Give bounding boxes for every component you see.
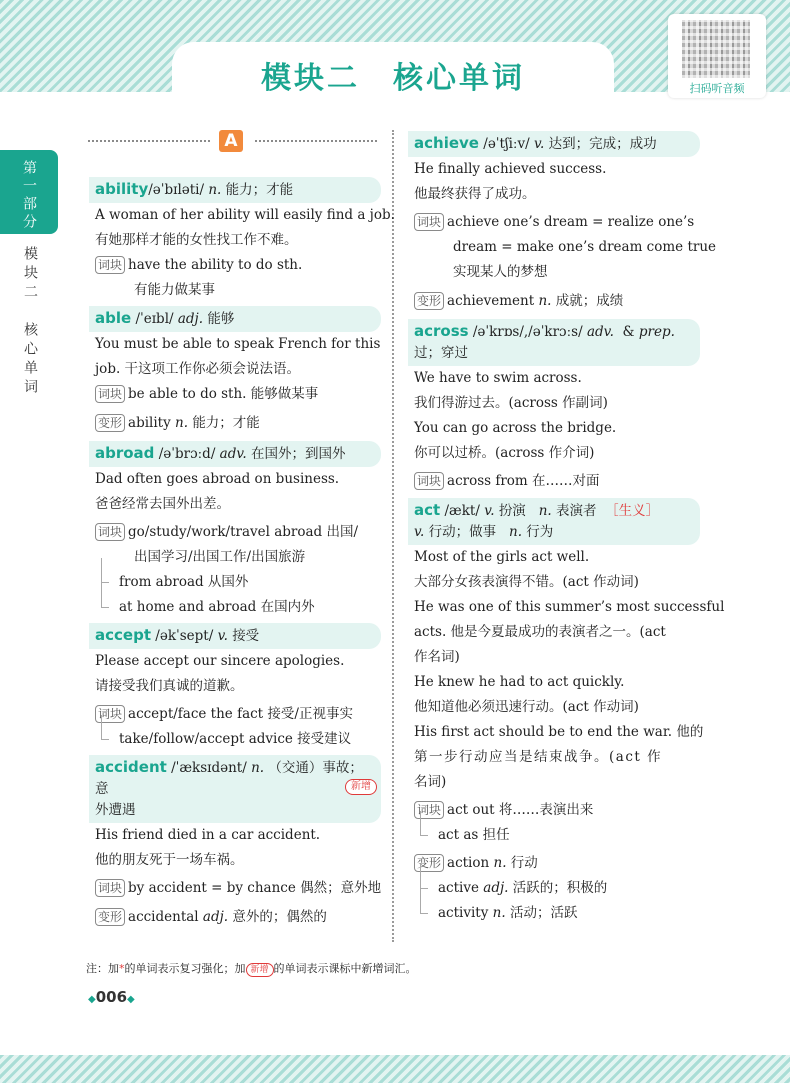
part-of-speech: n. [208,182,222,198]
column-divider [392,130,394,942]
chunk: take/follow/accept advice 接受建议 [89,727,381,752]
example-en: A woman of her ability will easily find a job. [95,207,395,223]
example-en: He finally achieved success. [414,161,607,177]
chunk: at home and abroad 在国内外 [89,595,381,620]
page-number-value: 006 [95,988,128,1006]
form-word: action [447,855,490,871]
meaning: 过；穿过 [414,345,468,361]
entry-ability [89,177,381,203]
page-number [88,988,135,1006]
form-pos: adj. [483,880,509,896]
section-letter-badge: A [219,130,243,152]
form-meaning: 活动；活跃 [509,905,578,921]
qr-code-icon[interactable] [682,20,750,78]
left-column [89,177,395,930]
phonetic: /əˈbrɔːd/ [158,446,216,462]
form-word: ability [128,415,171,431]
phonetic: /ˈæksɪdənt/ [171,760,247,776]
chunk-continued: dream = make one’s dream come true [453,239,717,255]
example-zh: 你可以过桥。(across 作介词) [414,445,595,461]
new-sense-label: ［生义］ [605,503,660,519]
note-text: 的单词表示复习强化；加 [124,962,246,975]
section-letter-row [88,130,378,152]
chunk-continued: 出国学习/出国工作/出国旅游 [134,549,306,565]
form-word: activity [438,905,489,921]
form-meaning: 能力；才能 [192,415,260,431]
entry-achieve [408,131,700,157]
meaning: 在国外；到国外 [250,446,346,462]
headword: act [414,501,441,519]
meaning: 能够 [207,311,235,327]
part-of-speech-2: prep. [638,324,675,340]
example-continued: job. 干这项工作你必须会说法语。 [95,361,301,377]
chunk-tag: 词块 [95,256,125,274]
chunk: act out 将……表演出来 [447,802,594,818]
side-module-label: 模块二 核心单词 [22,246,38,398]
example-continued: 第一步行动应当是结束战争。(act 作 [414,749,663,765]
meaning-v2: 行动；做事 [428,524,497,540]
chunk-tag: 词块 [95,523,125,541]
qr-label: 扫码听音频 [689,82,745,95]
example-en: His friend died in a car accident. [95,827,321,843]
right-column [408,131,725,926]
example-zh: 有她那样才能的女性找工作不难。 [95,232,298,248]
chunk-tag: 词块 [414,472,444,490]
chunk: go/study/work/travel abroad 出国/ [128,524,359,540]
example-zh: 他的朋友死于一场车祸。 [95,852,244,868]
part-of-speech: adv. [219,446,247,462]
example-zh: 我们得游过去。(across 作副词) [414,395,608,411]
form-word: active [438,880,479,896]
headword: accident [95,758,167,776]
entry-accident [89,755,381,823]
meaning-n2: 行为 [526,524,554,540]
example-en: You can go across the bridge. [414,420,617,436]
meaning: 接受 [232,628,260,644]
chunk-tag: 词块 [414,213,444,231]
example-continued: acts. 他是今夏最成功的表演者之一。(act [414,624,666,640]
form-meaning: 行动 [510,855,538,871]
form-pos: n. [493,855,507,871]
headword: ability [95,180,149,198]
example-en: He knew he had to act quickly. [414,674,625,690]
chunk: achieve one’s dream = realize one’s [447,214,695,230]
chunk-en: have the ability to do sth. [128,257,303,273]
example-end: 名词) [414,774,447,790]
headword: able [95,309,132,327]
form-tag: 变形 [95,414,125,432]
side-part-tab: 第一部分 [0,150,58,234]
chunk: across from 在……对面 [447,473,600,489]
phonetic: /əˈbɪləti/ [148,182,205,198]
form-meaning: 活跃的；积极的 [512,880,608,896]
example-zh: 他知道他必须迅速行动。(act 作动词) [414,699,639,715]
example-en: His first act should be to end the war. 他的 [414,724,704,740]
footer-stripes [0,1055,790,1083]
form-word: achievement [447,293,535,309]
form-meaning: 意外的；偶然的 [232,909,327,925]
headword: accept [95,626,151,644]
example-en: You must be able to speak French for this [95,336,381,352]
part-of-speech: v. [484,503,495,519]
example-en: We have to swim across. [414,370,582,386]
part-of-speech: adv. [586,324,614,340]
diamond-icon: ◆ [127,994,135,1005]
example-zh: 大部分女孩表演得不错。(act 作动词) [414,574,639,590]
dotted-rule-right [255,140,377,142]
phonetic: /ˈeɪbl/ [135,311,174,327]
entry-able [89,306,381,332]
form-tag: 变形 [414,854,444,872]
part-of-speech-v2: v. [414,524,425,540]
part-of-speech: v. [533,136,545,152]
example-en: Most of the girls act well. [414,549,590,565]
new-badge-icon: 新增 [246,963,274,977]
part-of-speech-n2: n. [509,524,522,540]
example-en: Dad often goes abroad on business. [95,471,340,487]
form-tag: 变形 [95,908,125,926]
chunk-tag: 词块 [414,801,444,819]
entry-across [408,319,700,366]
page-title: 模块二 核心单词 [261,61,525,96]
headword: abroad [95,444,155,462]
entry-act [408,498,700,545]
form-meaning: 成就；成绩 [555,293,624,309]
meaning: 能力；才能 [225,182,294,198]
meaning: （交通）事故；意 [95,760,363,797]
form-pos: adj. [202,909,229,925]
form-word: accidental [128,909,199,925]
chunk: by accident = by chance 偶然；意外地 [128,880,382,896]
chunk: accept/face the fact 接受/正视事实 [128,706,353,722]
entry-abroad [89,441,381,467]
part-of-speech-n: n. [538,503,552,519]
example-zh: 他最终获得了成功。 [414,186,536,202]
example-zh: 爸爸经常去国外出差。 [95,496,230,512]
meaning-n: 表演者 [555,503,597,519]
qr-code-box[interactable] [668,14,766,98]
note-text: 注：加 [86,962,119,975]
meaning: 达到；完成；成功 [548,136,657,152]
chunk-meaning: 实现某人的梦想 [453,264,548,280]
phonetic: /əˈtʃiːv/ [483,136,530,152]
phonetic: /ækt/ [444,503,480,519]
form-pos: n. [492,905,506,921]
star-icon: * [119,962,125,975]
phonetic: /əˈkrɒs/,/əˈkrɔːs/ [472,324,583,340]
chunk: from abroad 从国外 [89,570,381,595]
title-tab [172,42,614,112]
phonetic: /əkˈsept/ [155,628,214,644]
example-zh: 请接受我们真诚的道歉。 [95,678,244,694]
form-pos: n. [538,293,552,309]
diamond-icon: ◆ [88,994,96,1005]
dotted-rule-left [88,140,210,142]
chunk-zh: 有能力做某事 [134,282,215,298]
meaning-continued: 外遭遇 [95,802,136,818]
new-word-badge: 新增 [345,779,377,795]
form-pos: n. [175,415,189,431]
example-end: 作名词) [414,649,460,665]
chunk-tag: 词块 [95,879,125,897]
note-text: 的单词表示课标中新增词汇。 [273,962,417,975]
chunk: be able to do sth. 能够做某事 [128,386,319,402]
ampersand: & [622,324,635,340]
part-of-speech: v. [217,628,228,644]
form-tag: 变形 [414,292,444,310]
headword: across [414,322,469,340]
part-of-speech: adj. [177,311,204,327]
part-of-speech: n. [251,760,265,776]
chunk-tag: 词块 [95,385,125,403]
chunk-tag: 词块 [95,705,125,723]
footnote [86,960,417,977]
example-en: He was one of this summer’s most successful [414,599,725,615]
meaning: 扮演 [498,503,526,519]
chunk: act as 担任 [408,823,700,848]
example-en: Please accept our sincere apologies. [95,653,345,669]
headword: achieve [414,134,479,152]
entry-accept [89,623,381,649]
